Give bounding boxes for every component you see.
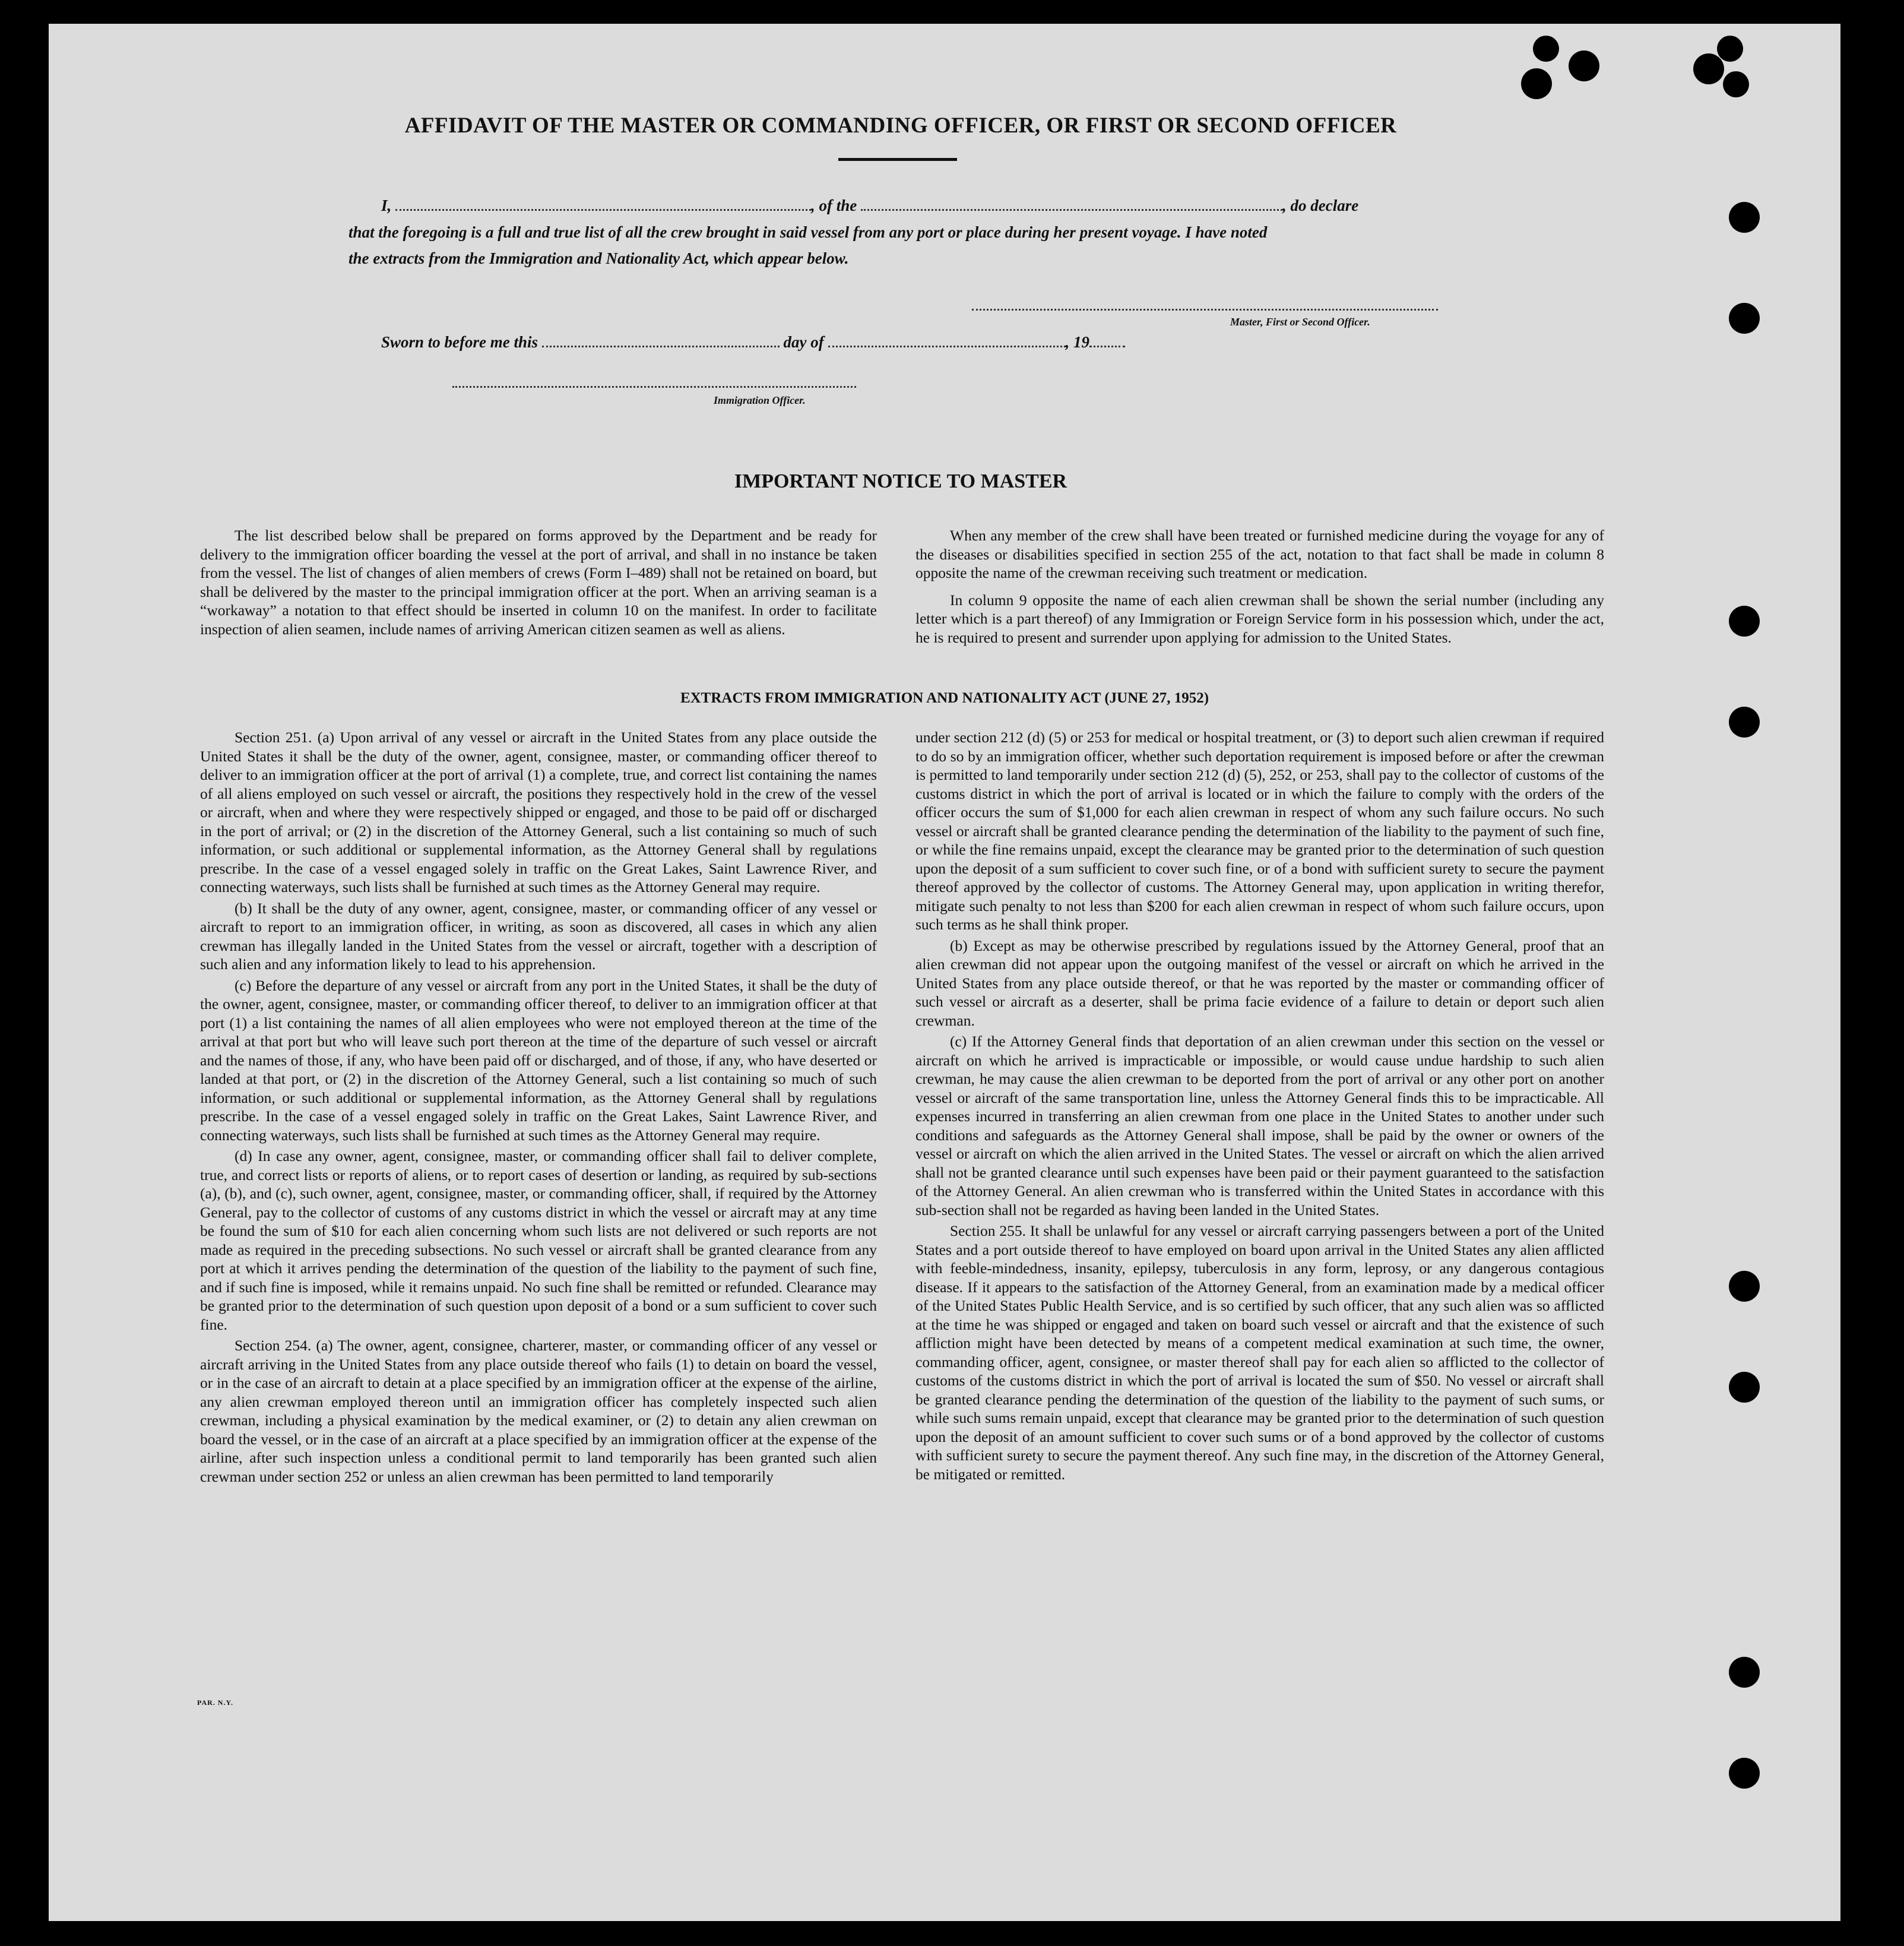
sworn-day-of-label: day of bbox=[783, 333, 824, 351]
punch-hole bbox=[1521, 68, 1552, 99]
declare-of-the-label: , of the bbox=[811, 197, 857, 214]
extract-paragraph: Section 251. (a) Upon arrival of any vessel or aircraft in the United States from any place outside the United States it shall be the duty of the owner, agent, consignee, master, or commanding officer thereof to deliver to an immigration officer at the port of arrival (1) a complete, true, and correct list containing the names of all aliens employed on such vessel or aircraft, the positions they respectively hold in the crew of the vessel or aircraft, when and where they were respectively shipped or engaged, and those to be paid off or discharged in the port of arrival; or (2) in the discretion of the Attorney General, such a list containing so much of such information, or such additional or supplemental information, as the Attorney General shall by regulations prescribe. In the case of a vessel engaged solely in traffic on the Great Lakes, Saint Lawrence River, and connecting waterways, such lists shall be furnished at such times as the Attorney General may require. bbox=[200, 729, 877, 896]
extracts-title: EXTRACTS FROM IMMIGRATION AND NATIONALITY ACT (JUNE 27, 1952) bbox=[680, 690, 1209, 706]
print-code: PAR. N.Y. bbox=[197, 1698, 234, 1707]
punch-hole bbox=[1723, 71, 1749, 97]
extract-paragraph: (b) Except as may be otherwise prescribed by regulations issued by the Attorney General, proof that an alien crewman did not appear upon the outgoing manifest of the vessel or aircraft on which he arrived in the United States from any place outside thereof, or that he was reported by the master or commanding officer of such vessel or aircraft as a deserter, shall be prima facie evidence of a failure to detain or deport such alien crewman. bbox=[915, 936, 1604, 1029]
declare-i-label: I, bbox=[381, 197, 392, 214]
sworn-year-field[interactable] bbox=[1089, 333, 1125, 347]
declaration-line-2: that the foregoing is a full and true list of all the crew brought in said vessel from any port or place during her present voyage. I have noted bbox=[349, 223, 1268, 241]
extract-paragraph: (d) In case any owner, agent, consignee, master, or commanding officer shall fail to deliver complete, true, and correct lists or reports of aliens, or to report cases of desertion or landing, as required by sub-sections (a), (b), and (c), such owner, agent, consignee, master, or commanding officer, shall, if required by the Attorney General, pay to the collector of customs of any customs district in which the vessel or aircraft may at any time be found the sum of $10 for each alien concerning whom such lists are not delivered or such reports are not made as required in the preceding subsections. No such vessel or aircraft shall be granted clearance from any port at which it arrives pending the determination of the question of the liability to the payment of such fine, and if such fine is imposed, while it remains unpaid. No such fine shall be remitted or refunded. Clearance may be granted prior to the determination of such question upon deposit of a bond or a sum sufficient to cover such fine. bbox=[200, 1147, 877, 1333]
punch-hole bbox=[1729, 1372, 1760, 1403]
punch-hole bbox=[1729, 202, 1760, 233]
extract-paragraph: (c) Before the departure of any vessel or aircraft from any port in the United States, it shall be the duty of the owner, agent, consignee, master, or commanding officer thereof, to deliver to an immigration officer at that port (1) a list containing the names of all alien employees who were not employed thereon at the time of the arrival at that port but who will leave such port thereon at the time of the departure of such vessel or aircraft and the names of those, if any, who have been paid off or discharged, and of those, if any, who have deserted or landed at that port, or (2) in the discretion of the Attorney General, such a list containing so much of such information, or such additional or supplemental information, as the Attorney General shall by regulations prescribe. In the case of a vessel engaged solely in traffic on the Great Lakes, Saint Lawrence River, and connecting waterways, such lists shall be furnished at such times as the Attorney General may require. bbox=[200, 976, 877, 1144]
sworn-prefix: Sworn to before me this bbox=[381, 333, 538, 351]
master-signature-label: Master, First or Second Officer. bbox=[1230, 316, 1370, 328]
master-signature-line[interactable] bbox=[972, 309, 1438, 311]
vessel-name-field[interactable] bbox=[861, 196, 1282, 211]
officer-signature-line[interactable] bbox=[452, 386, 856, 388]
notice-paragraph: The list described below shall be prepared on forms approved by the Department and be ready for delivery to the immigration officer boarding the vessel at the port of arrival, and shall in no instance be taken from the vessel. The list of changes of alien members of crews (Form I–489) shall not be retained on board, but shall be delivered by the master to the principal immigration officer at the port. When an arriving seaman is a “workaway” a notation to that effect should be inserted in column 10 on the manifest. In order to facilitate inspection of alien seamen, include names of arriving American citizen seamen as well as aliens. bbox=[200, 527, 877, 638]
extract-paragraph: under section 212 (d) (5) or 253 for medical or hospital treatment, or (3) to deport such alien crewman if required to do so by an immigration officer, whether such deportation requirement is imposed before or after the crewman is permitted to land temporarily under section 212 (d) (5), 252, or 253, shall pay to the collector of customs of the customs district in which the port of arrival is located or in which the failure to comply with the orders of the officer occurs the sum of $1,000 for each alien crewman in respect of whom any such failure occurs. No such vessel or aircraft shall be granted clearance pending the determination of the liability to the payment of such fine, or while the fine remains unpaid, except the clearance may be granted prior to the determination of such question upon the deposit of a sum sufficient to cover such fine, or of a bond with sufficient surety to secure the payment thereof approved by the collector of customs. The Attorney General may, upon application in writing therefor, mitigate such penalty to not less than $200 for each alien crewman in respect of whom such failure occurs, upon such terms as he shall think proper. bbox=[915, 729, 1604, 933]
punch-hole bbox=[1729, 1271, 1760, 1302]
extract-paragraph: Section 255. It shall be unlawful for any vessel or aircraft carrying passengers between a port of the United States and a port outside thereof to have employed on board upon arrival in the United States any alien afflicted with feeble-mindedness, insanity, epilepsy, tuberculosis in any form, leprosy, or any dangerous contagious disease. If it appears to the satisfaction of the Attorney General, from an examination made by a medical officer of the United States Public Health Service, and is so certified by such officer, that any such alien was so afflicted at the time he was shipped or engaged and taken on board such vessel or aircraft and that the existence of such affliction might have been detected by means of a competent medical examination at such time, the owner, commanding officer, agent, consignee, or master thereof shall pay for each alien so afflicted to the collector of customs of the customs district in which the port of arrival is located the sum of $50. No vessel or aircraft shall be granted clearance pending the determination of the question of the liability to the payment of such sums, or while such sums remain unpaid, except that clearance may be granted prior to the determination of such question upon the deposit of an amount sufficient to cover such sums or of a bond approved by the collector of customs with sufficient surety to secure the payment thereof. Any such fine may, in the discretion of the Attorney General, be mitigated or remitted. bbox=[915, 1222, 1604, 1483]
punch-hole bbox=[1717, 36, 1743, 62]
extract-paragraph: Section 254. (a) The owner, agent, consignee, charterer, master, or commanding officer of any vessel or aircraft arriving in the United States from any place outside thereof who fails (1) to detain on board the vessel, or in the case of an aircraft to detain at a place specified by an immigration officer at the expense of the airline, any alien crewman employed thereon until an immigration officer has completely inspected such alien crewman, including a physical examination by the medical examiner, or (2) to detain any alien crewman on board the vessel, or in the case of an aircraft at a place specified by an immigration officer at the expense of the airline, after such inspection unless a conditional permit to land temporarily has been granted such alien crewman under section 252 or unless an alien crewman has been permitted to land temporarily bbox=[200, 1337, 877, 1485]
declaration-line-3: the extracts from the Immigration and Nationality Act, which appear below. bbox=[349, 249, 849, 267]
sworn-month-field[interactable] bbox=[828, 333, 1066, 347]
punch-hole bbox=[1533, 36, 1559, 62]
punch-hole bbox=[1729, 606, 1760, 637]
officer-signature-label: Immigration Officer. bbox=[714, 394, 806, 406]
punch-hole bbox=[1569, 50, 1599, 81]
sworn-year-label: , 19 bbox=[1065, 333, 1090, 351]
officer-name-field[interactable] bbox=[395, 196, 811, 211]
extract-paragraph: (b) It shall be the duty of any owner, agent, consignee, master, or commanding officer of any vessel or aircraft to report to an immigration officer, in writing, as soon as discovered, all cases in which any alien crewman has illegally landed in the United States from the vessel or aircraft, together with a description of such alien and any information likely to lead to his apprehension. bbox=[200, 899, 877, 973]
notice-right-column bbox=[915, 526, 1604, 649]
punch-hole bbox=[1729, 1657, 1760, 1688]
punch-hole bbox=[1729, 303, 1760, 334]
declaration-line-1 bbox=[381, 196, 1358, 215]
extracts-left-column bbox=[200, 728, 877, 1488]
form-page bbox=[49, 24, 1840, 1921]
punch-hole bbox=[1729, 1758, 1760, 1789]
punch-hole bbox=[1693, 53, 1724, 84]
sworn-line bbox=[381, 333, 1125, 352]
extract-paragraph: (c) If the Attorney General finds that deportation of an alien crewman under this section on the vessel or aircraft on which he arrived is impracticable or impossible, or would cause undue hardship to such alien crewman, he may cause the alien crewman to be deported from the port of arrival or any other port on another vessel or aircraft of the same transportation line, unless the Attorney General finds this to be impracticable. All expenses incurred in transferring an alien crewman from one place in the United States to another under such conditions and safeguards as the Attorney General shall impose, shall be paid by the owner or owners of the vessel or aircraft on which the alien arrived in the United States. The vessel or aircraft on which the alien arrived shall not be granted clearance until such expenses have been paid or their payment guaranteed to the satisfaction of the Attorney General. An alien crewman who is transferred within the United States in accordance with this sub-section shall not be regarded as having been landed in the United States. bbox=[915, 1033, 1604, 1219]
punch-hole bbox=[1729, 707, 1760, 738]
notice-paragraph: When any member of the crew shall have been treated or furnished medicine during the voyage for any of the diseases or disabilities specified in section 255 of the act, notation to that fact shall be made in column 8 opposite the name of the crewman receiving such treatment or medication. bbox=[915, 527, 1604, 581]
notice-left-column bbox=[200, 526, 877, 641]
extracts-right-column bbox=[915, 728, 1604, 1486]
sworn-day-field[interactable] bbox=[542, 333, 780, 347]
affidavit-title: AFFIDAVIT OF THE MASTER OR COMMANDING OFFICER, OR FIRST OR SECOND OFFICER bbox=[404, 113, 1397, 138]
notice-title: IMPORTANT NOTICE TO MASTER bbox=[734, 470, 1067, 492]
notice-paragraph: In column 9 opposite the name of each alien crewman shall be shown the serial number (including any letter which is a part thereof) of any Immigration or Foreign Service form in his possession which, under the act, he is required to present and surrender upon applying for admission to the United States. bbox=[915, 591, 1604, 646]
title-underline bbox=[838, 158, 957, 161]
declare-end-label: , do declare bbox=[1282, 197, 1359, 214]
